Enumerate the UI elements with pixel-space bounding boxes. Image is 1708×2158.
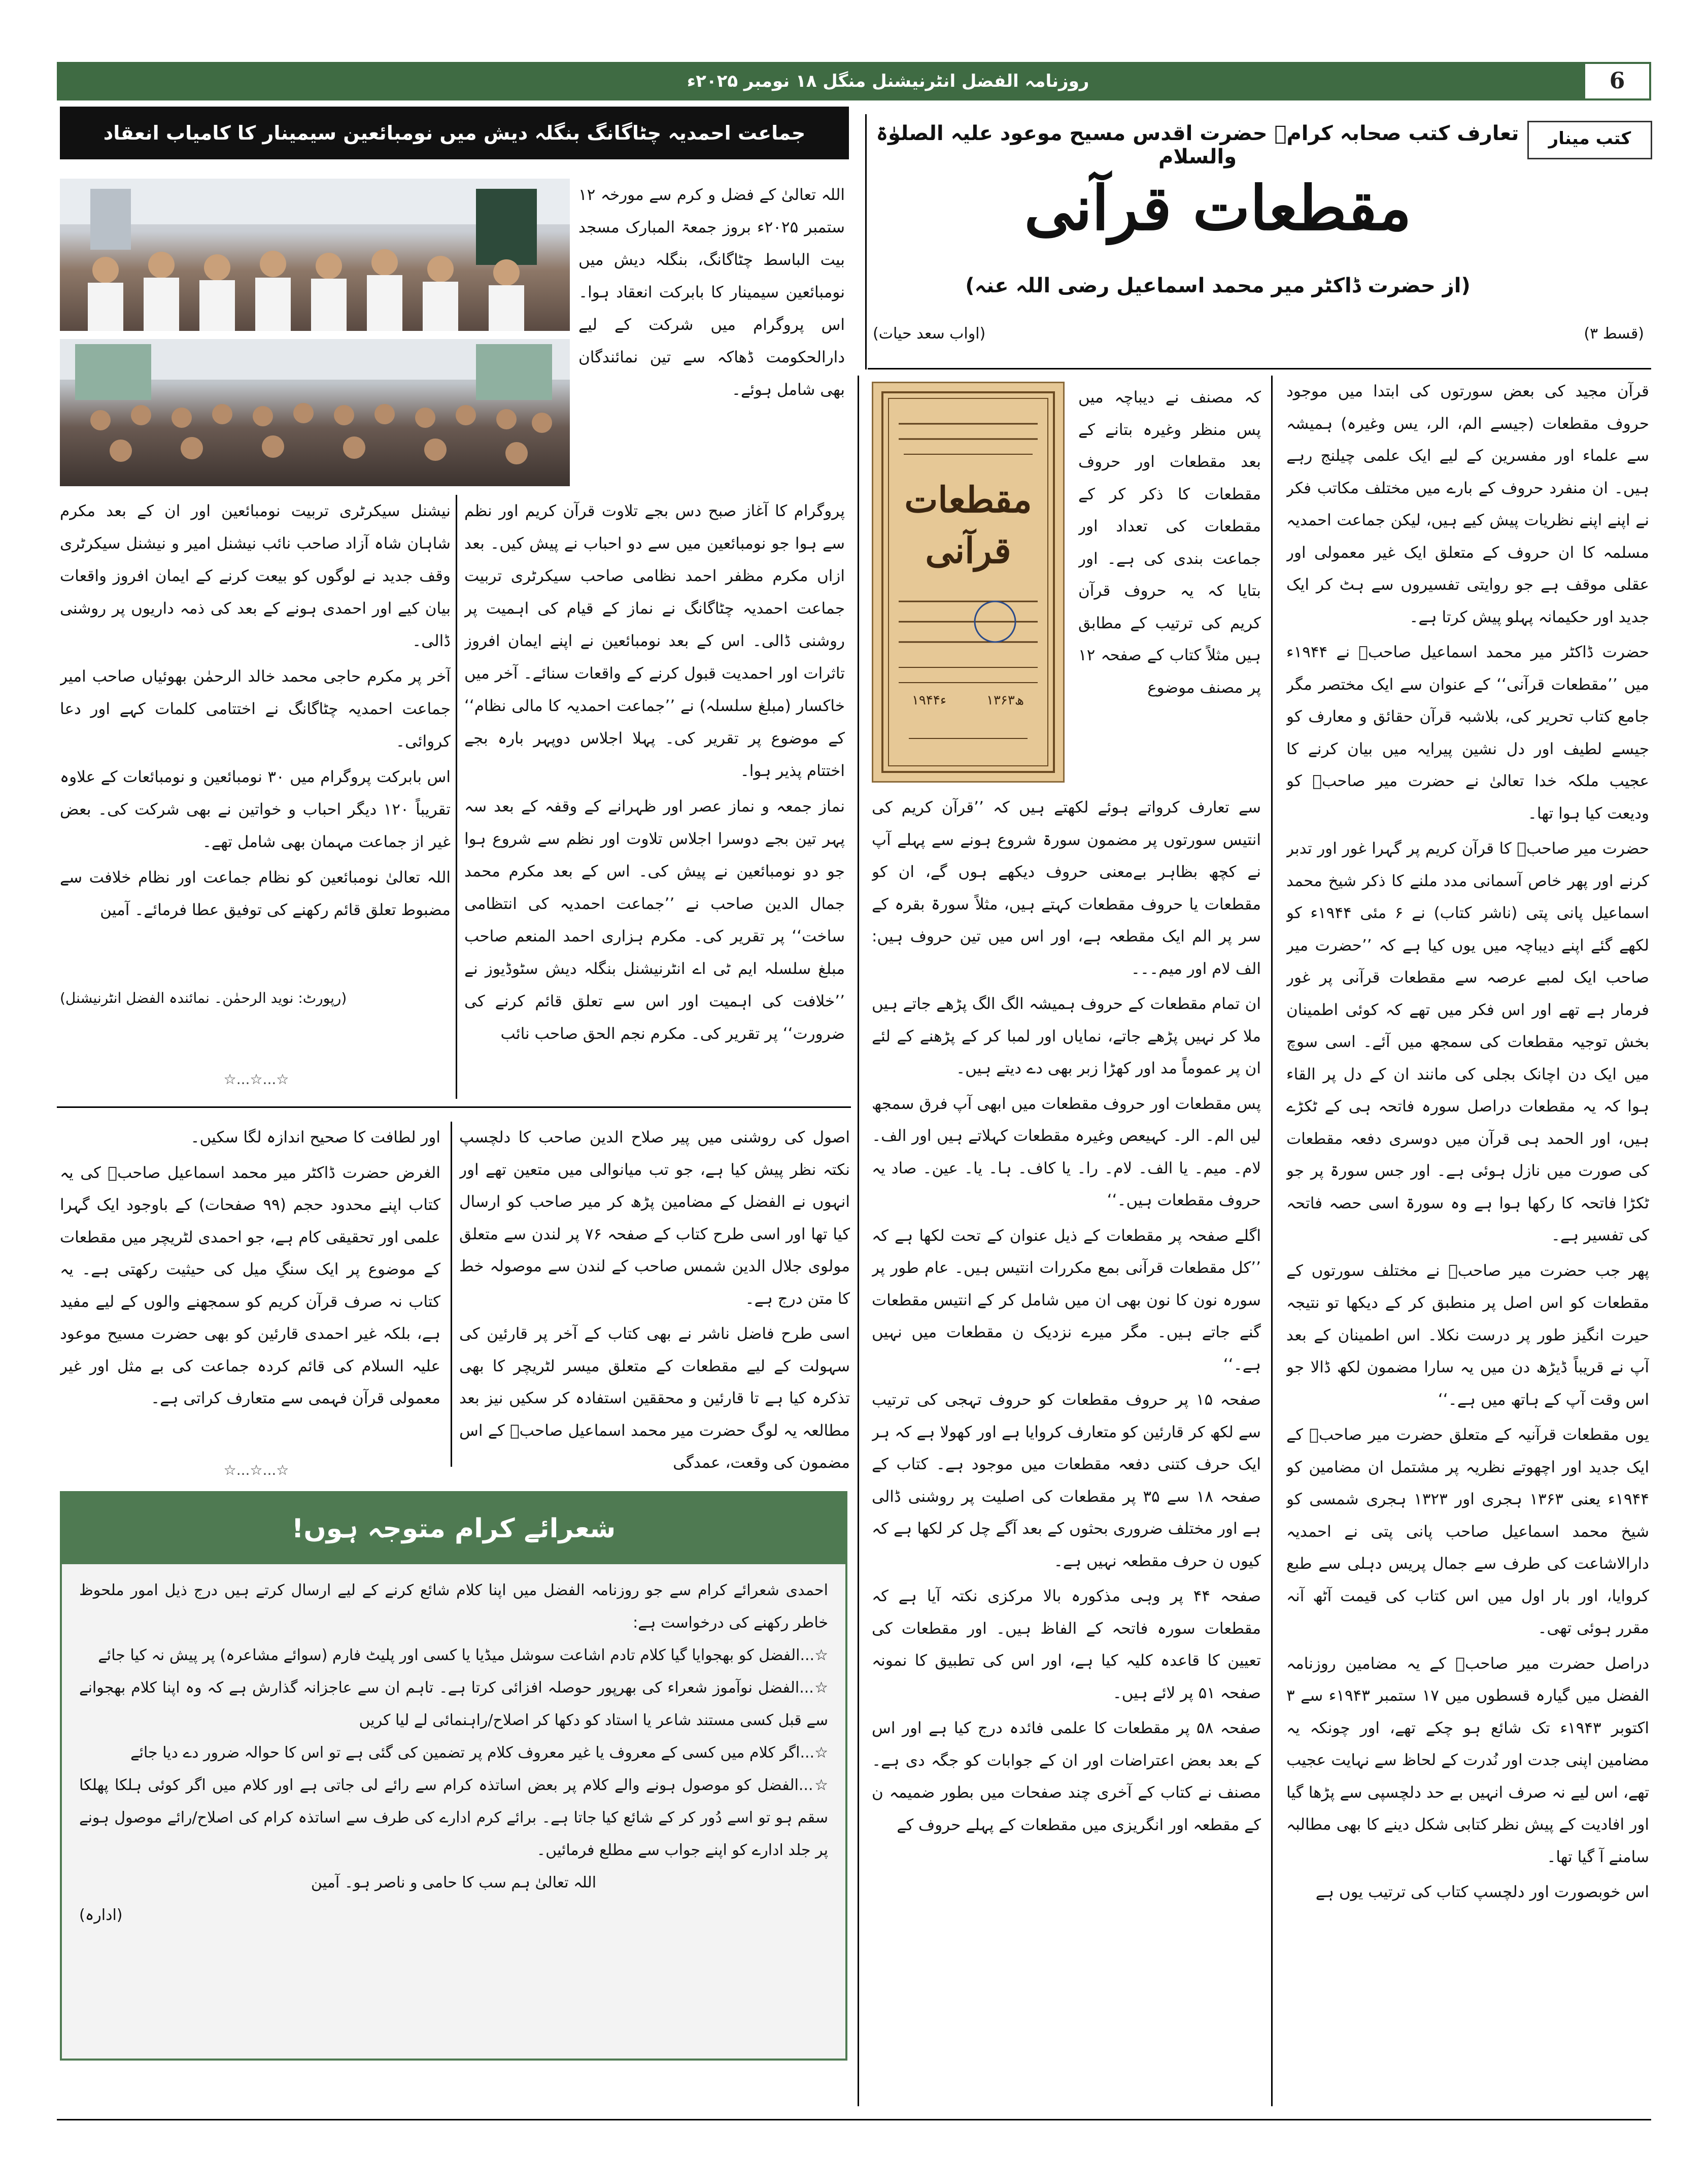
paragraph: اور لطافت کا صحیح اندازہ لگا سکیں۔: [190, 1128, 440, 1147]
paragraph: اس خوبصورت اور دلچسپ کتاب کی ترتیب یوں ہے: [1315, 1883, 1649, 1901]
separator-stars: ☆...☆...☆: [223, 1071, 289, 1088]
report-credit: (رپورٹ: نوید الرحمٰن۔ نمائندہ الفضل انٹرنیشنل): [60, 990, 347, 1006]
poets-item: ☆...الفضل کو موصول ہونے والے کلام پر بعض اساتذہ کرام سے رائے لی جاتی ہے اور کلام میں اگر کوئی ہلکا پھلکا سقم ہو تو اسے دُور کر کے شائع کیا جاتا ہے۔ برائے کرم ادارے کی طرف سے اساتذہ کرام کی اصلاح/رائے موصول ہونے پر جلد ادارے کو اپنے جواب سے مطلع فرمائیں۔: [79, 1776, 828, 1859]
byline: (اواب سعد حیات): [873, 325, 986, 343]
series-title: تعارف کتب صحابہ کرامؓ حضرت اقدس مسیح موعود علیہ الصلوٰۃ والسلام: [876, 122, 1519, 168]
poets-signoff: (ادارہ): [79, 1906, 123, 1924]
seminar-photo-1-art: [60, 179, 570, 331]
feature-rule: [868, 368, 1651, 369]
paper-dateline: روزنامہ الفضل انٹرنیشنل منگل ۱۸ نومبر ۲۰۲۵ء: [687, 71, 1089, 91]
poets-item: ☆...اگر کلام میں کسی کے معروف یا غیر معروف کلام پر تضمین کی گئی ہے تو اس کا حوالہ ضرور دے دیا جائے: [130, 1744, 828, 1762]
page-bottom-rule: [57, 2119, 1651, 2120]
column-rule: [1271, 376, 1273, 2106]
column-rule: [858, 376, 859, 2106]
column-rule: [451, 1122, 452, 1467]
feature-left-rule: [865, 114, 867, 369]
paragraph: اگلے صفحہ پر مقطعات کے ذیل عنوان کے تحت لکھا ہے کہ ’’کل مقطعات قرآنی بمع مکررات انتیس ہیں۔ عام طور پر سورہ نون کا نون بھی ان میں شامل کر کے انتیس مقطعات گنے جاتے ہیں۔ مگر میرے نزدیک ن مقطعات میں نہیں ہے۔‘‘: [872, 1226, 1261, 1374]
poets-intro: احمدی شعرائے کرام سے جو روزنامہ الفضل میں اپنا کلام شائع کرنے کے لیے ارسال کرتے ہیں درج ذیل امور ملحوظ خاطر رکھنے کی درخواست ہے:: [79, 1581, 828, 1632]
cover-year-ad: ۱۹۴۴ء: [911, 693, 947, 708]
article-column-1: [1286, 376, 1649, 2111]
paragraph: نماز جمعہ و نماز عصر اور ظہرانے کے وقفہ کے بعد سہ پہر تین بجے دوسرا اجلاس تلاوت اور نظم سے شروع ہوا جو دو نومبائعین نے پیش کی۔ اس کے بعد مکرم محمد جمال الدین صاحب نے ’’جماعت احمدیہ کی انتظامی ساخت‘‘ پر تقریر کی۔ مکرم ہزاری احمد المنعم صاحب مبلغ سلسلہ ایم ٹی اے انٹرنیشنل بنگلہ دیش سٹوڈیوز نے ’’خلافت کی اہمیت اور اس سے تعلق قائم کرنے کی ضرورت‘‘ پر تقریر کی۔ مکرم نجم الحق صاحب نائب: [464, 797, 845, 1043]
separator-stars: ☆...☆...☆: [223, 1462, 289, 1478]
paragraph: پس مقطعات اور حروف مقطعات میں ابھی آپ فرق سمجھ لیں الم۔ الر۔ کہیعص وغیرہ مقطعات کہلاتے ہیں اور الف۔ لام۔ میم۔ یا الف۔ لام۔ را۔ یا کاف۔ ہا۔ یا۔ عین۔ صاد یہ حروف مقطعات ہیں۔‘‘: [872, 1094, 1261, 1209]
article-column-2: [872, 792, 1261, 2111]
article-column-2-top: [1078, 382, 1261, 783]
paragraph: صفحہ ۱۵ پر حروف مقطعات کو حروف تہجی کی ترتیب سے لکھ کر قارئین کو متعارف کروایا ہے اور کھولا ہے کہ ہر ایک حرف کتنی دفعہ مقطعات میں موجود ہے۔ کتاب کے صفحہ ۱۸ سے ۳۵ پر مقطعات کی اصلیت پر روشنی ڈالی ہے اور مختلف ضروری بحثوں کے بعد آگے چل کر لکھا ہے کہ کیوں ن حرف مقطعہ نہیں ہے۔: [872, 1391, 1261, 1570]
column-rule: [456, 495, 457, 1099]
paragraph: یوں مقطعات قرآنیہ کے متعلق حضرت میر صاحبؓ کے ایک جدید اور اچھوتے نظریہ پر مشتمل ان مضامین کو ۱۹۴۴ء یعنی ۱۳۶۳ ہجری اور ۱۳۲۳ ہجری شمسی کو شیخ محمد اسماعیل صاحب پانی پتی نے احمدیہ دارالاشاعت کی طرف سے جمال پریس دہلی سے طبع کروایا، اور بار اول میں اس کتاب کی قیمت آٹھ آنہ مقرر ہوئی تھی۔: [1286, 1426, 1649, 1637]
seminar-photo-1: [60, 179, 570, 331]
paragraph: صفحہ ۵۸ پر مقطعات کا علمی فائدہ درج کیا ہے اور اس کے بعد بعض اعتراضات اور ان کے جوابات کو جگہ دی ہے۔ مصنف نے کتاب کے آخری چند صفحات میں بطور ضمیمہ ن کے مقطعہ اور انگریزی میں مقطعات کے پہلے حروف کے: [872, 1719, 1261, 1834]
seminar-photo-2-art: [60, 339, 570, 486]
news-column-a: [464, 495, 845, 1091]
news-bottom-rule: [57, 1106, 851, 1108]
book-title: مقطعات قرآنی: [1024, 173, 1412, 244]
section-label: کتب مینار: [1527, 121, 1652, 159]
paragraph: پھر جب حضرت میر صاحبؓ نے مختلف سورتوں کے مقطعات کو اس اصل پر منطبق کر کے دیکھا تو نتیجہ حیرت انگیز طور پر درست نکلا۔ اس اطمینان کے بعد آپ نے قریباً ڈیڑھ دن میں یہ سارا مضمون لکھ ڈالا جو اس وقت آپ کے ہاتھ میں ہے۔‘‘: [1286, 1261, 1649, 1409]
news-column-b: [60, 495, 451, 1023]
paragraph: الغرض حضرت ڈاکٹر میر محمد اسماعیل صاحبؓ کی یہ کتاب اپنے محدود حجم (۹۹ صفحات) کے باوجود ایک گہرا علمی اور تحقیقی کام ہے، جو احمدی لٹریچر میں مقطعات کے موضوع پر ایک سنگِ میل کی حیثیت رکھتی ہے۔ یہ کتاب نہ صرف قرآن کریم کو سمجھنے والوں کے لیے مفید ہے، بلکہ غیر احمدی قارئین کو بھی حضرت مسیح موعود علیہ السلام کی قائم کردہ جماعت کی بے مثل اور غیر معمولی قرآن فہمی سے متعارف کراتی ہے۔: [60, 1163, 440, 1407]
paragraph: صفحہ ۴۴ پر وہی مذکورہ بالا مرکزی نکتہ آیا ہے کہ مقطعات سورہ فاتحہ کے الفاظ ہیں۔ اور مقطعات کی تعیین کا قاعدہ کلیہ کیا ہے، اور اس کی تطبیق کا نمونہ صفحہ ۵۱ پر لائے ہیں۔: [872, 1587, 1261, 1702]
paragraph: سے تعارف کرواتے ہوئے لکھتے ہیں کہ ’’قرآن کریم کی انتیس سورتوں پر مضمون سورۃ شروع ہونے سے پہلے آپ نے کچھ بظاہر بےمعنی حروف دیکھے ہوں گے، ان کو مقطعات یا حروف مقطعات کہتے ہیں، مثلاً سورۃ بقرہ کے سر پر الم ایک مقطعہ ہے، اور اس میں تین حروف ہیں: الف لام اور میم۔۔۔: [872, 798, 1261, 978]
poets-item: ☆...الفضل کو بھجوایا گیا کلام تادم اشاعت سوشل میڈیا یا کسی اور پلیٹ فارم (سوائے مشاعرہ) پر پیش نہ کیا جائے: [98, 1646, 828, 1664]
article-column-4: [60, 1122, 440, 1462]
paragraph: اسی طرح فاضل ناشر نے بھی کتاب کے آخر پر قارئین کی سہولت کے لیے مقطعات کے متعلق میسر لٹریچر کا بھی تذکرہ کیا ہے تا قارئین و محققین استفادہ کر سکیں نیز بعد مطالعہ یہ لوگ حضرت میر محمد اسماعیل صاحبؓ کے اس مضمون کی وقعت، عمدگی: [459, 1325, 850, 1472]
paragraph: اللہ تعالیٰ کے فضل و کرم سے مورخہ ۱۲ ستمبر ۲۰۲۵ء بروز جمعۃ المبارک مسجد بیت الباسط چٹاگانگ، بنگلہ دیش میں نومبائعین سیمینار کا بابرکت انعقاد ہوا۔ اس پروگرام میں شرکت کے لیے دارالحکومت ڈھاکہ سے تین نمائندگان بھی شامل ہوئے۔: [578, 186, 845, 399]
poets-notice-heading: شعرائے کرام متوجہ ہوں!: [62, 1493, 845, 1564]
paragraph: اللہ تعالیٰ نومبائعین کو نظام جماعت اور نظام خلافت سے مضبوط تعلق قائم رکھنے کی توفیق عطا فرمائے۔ آمین: [60, 868, 451, 919]
news-headline: جماعت احمدیہ چٹاگانگ بنگلہ دیش میں نومبائعین سیمینار کا کامیاب انعقاد: [60, 107, 849, 159]
paragraph: ان تمام مقطعات کے حروف ہمیشہ الگ الگ پڑھے جاتے ہیں ملا کر نہیں پڑھے جاتے، نمایاں اور لمبا کر کے پڑھنے کے لئے ان پر عموماً مد اور کھڑا زبر بھی دے دیتے ہیں۔: [872, 995, 1261, 1077]
seminar-photo-2: [60, 339, 570, 486]
page-number: 6: [1583, 62, 1651, 100]
paragraph: کہ مصنف نے دیباچہ میں پس منظر وغیرہ بتانے کے بعد مقطعات اور حروف مقطعات کا ذکر کر کے مقطعات کی تعداد اور جماعت بندی کی ہے۔ اور بتایا کہ یہ حروف قرآن کریم کی ترتیب کے مطابق ہیں مثلاً کتاب کے صفحہ ۱۲ پر مصنف موضوع: [1078, 388, 1261, 697]
paragraph: پروگرام کا آغاز صبح دس بجے تلاوت قرآن کریم اور نظم سے ہوا جو نومبائعین میں سے دو احباب نے پیش کیں۔ بعد ازاں مکرم مظفر احمد نظامی صاحب سیکرٹری تربیت جماعت احمدیہ چٹاگانگ نے نماز کے قیام کی اہمیت پر روشنی ڈالی۔ اس کے بعد نومبائعین نے اپنے ایمان افروز تاثرات اور احمدیت قبول کرنے کے واقعات سنائے۔ آخر میں خاکسار (مبلغ سلسلہ) نے ’’جماعت احمدیہ کا مالی نظام‘‘ کے موضوع پر تقریر کی۔ پہلا اجلاس دوپہر بارہ بجے اختتام پذیر ہوا۔: [464, 502, 845, 780]
paragraph: حضرت ڈاکٹر میر محمد اسماعیل صاحبؓ نے ۱۹۴۴ء میں ’’مقطعات قرآنی‘‘ کے عنوان سے ایک مختصر مگر جامع کتاب تحریر کی، بلاشبہ قرآن حقائق و معارف کو جیسے لطیف اور دل نشین پیرایہ میں بیان کرنے کا عجیب ملکہ خدا تعالیٰ نے حضرت میر صاحبؓ کو ودیعت کیا ہوا تھا۔: [1286, 643, 1649, 823]
book-cover-art: [873, 383, 1063, 781]
paragraph: دراصل حضرت میر صاحبؓ کے یہ مضامین روزنامہ الفضل میں گیارہ قسطوں میں ۱۷ ستمبر ۱۹۴۳ء سے ۳ اکتوبر ۱۹۴۳ء تک شائع ہو چکے تھے، اور چونکہ یہ مضامین اپنی جدت اور نُدرت کے لحاظ سے نہایت عجیب تھے، اس لیے نہ صرف انہیں بے حد دلچسپی سے پڑھا گیا اور افادیت کے پیش نظر کتابی شکل دینے کا بھی مطالبہ سامنے آ گیا تھا۔: [1286, 1654, 1649, 1866]
paragraph: آخر پر مکرم حاجی محمد خالد الرحمٰن بھوئیاں صاحب امیر جماعت احمدیہ چٹاگانگ نے اختتامی کلمات کہے اور دعا کروائی۔: [60, 667, 451, 751]
poets-notice-box: [60, 1491, 847, 2061]
paragraph: قرآن مجید کی بعض سورتوں کی ابتدا میں موجود حروف مقطعات (جیسے الم، الر، یس وغیرہ) ہمیشہ سے علماء اور مفسرین کے لیے ایک علمی چیلنج رہے ہیں۔ ان منفرد حروف کے بارے میں مختلف مکاتب فکر نے اپنے اپنے نظریات پیش کیے ہیں، لیکن جماعت احمدیہ مسلمہ کا ان حروف کے متعلق ایک غیر معمولی اور عقلی موقف ہے جو روایتی تفسیروں سے ہٹ کر ایک جدید اور حکیمانہ پہلو پیش کرتا ہے۔: [1286, 382, 1649, 626]
installment-label: (قسط ۳): [1584, 325, 1644, 343]
author-line: (از حضرت ڈاکٹر میر محمد اسماعیل رضی اللہ عنہ): [965, 274, 1471, 297]
paragraph: اس بابرکت پروگرام میں ۳۰ نومبائعین و نومبائعات کے علاوہ تقریباً ۱۲۰ دیگر احباب و خواتین نے بھی شرکت کی۔ بعض غیر از جماعت مہمان بھی شامل تھے۔: [60, 768, 451, 851]
paragraph: حضرت میر صاحبؓ کا قرآن کریم پر گہرا غور اور تدبر کرنے اور پھر خاص آسمانی مدد ملنے کا ذکر شیخ محمد اسماعیل پانی پتی (ناشر کتاب) نے ۶ مئی ۱۹۴۴ء کو لکھے گئے اپنے دیباچہ میں یوں کیا ہے کہ ’’حضرت میر صاحب ایک لمبے عرصہ سے مقطعات قرآنی پر غور فرمار ہے تھے اور اس فکر میں تھے کہ کوئی اطمینان بخش توجیہ مقطعات کی سمجھ میں آئے۔ اسی سوچ میں ایک دن اچانک بجلی کی مانند ان کے دل پر القاء ہوا کہ یہ مقطعات دراصل سورہ فاتحہ ہی کے ٹکڑے ہیں، اور الحمد ہی قرآن میں دوسری دفعہ مقطعات کی صورت میں نازل ہوئی ہے۔ اور جس سورۃ پر جو ٹکڑا فاتحہ کا رکھا ہوا ہے وہ سورۃ اسی حصہ فاتحہ کی تفسیر ہے۔: [1286, 839, 1649, 1244]
paragraph: اصول کی روشنی میں پیر صلاح الدین صاحب کا دلچسپ نکتہ نظر پیش کیا ہے، جو تب میانوالی میں متعین تھے اور انہوں نے الفضل کے مضامین پڑھ کر میر صاحب کو ارسال کیا تھا اور اسی طرح کتاب کے صفحہ ۷۶ پر لندن سے متعلق مولوی جلال الدین شمس صاحب کے لندن سے موصولہ خط کا متن درج ہے۔: [459, 1128, 850, 1308]
book-cover-image: [872, 382, 1065, 783]
cover-title: مقطعات قرآنی: [904, 479, 1032, 571]
paragraph: نیشنل سیکرٹری تربیت نومبائعین اور ان کے بعد مکرم شاہان شاہ آزاد صاحب نائب نیشنل امیر و نیشنل سیکرٹری وقف جدید نے لوگوں کو بیعت کرنے کے ایمان افروز واقعات بیان کیے اور احمدی ہونے کے بعد کی ذمہ داریوں پر روشنی ڈالی۔: [60, 502, 451, 650]
poets-item: ☆...الفضل نوآموز شعراء کی بھرپور حوصلہ افزائی کرتا ہے۔ تاہم ان سے عاجزانہ گذارش ہے کہ وہ اپنا کلام بھجوانے سے قبل کسی مستند شاعر یا استاد کو دکھا کر اصلاح/راہنمائی لے لیا کریں: [79, 1679, 828, 1729]
poets-notice-body: [62, 1564, 845, 1937]
cover-year-hijri: ۱۳۶۳ھ: [986, 693, 1024, 708]
poets-closing: اللہ تعالیٰ ہم سب کا حامی و ناصر ہو۔ آمین: [311, 1874, 597, 1892]
